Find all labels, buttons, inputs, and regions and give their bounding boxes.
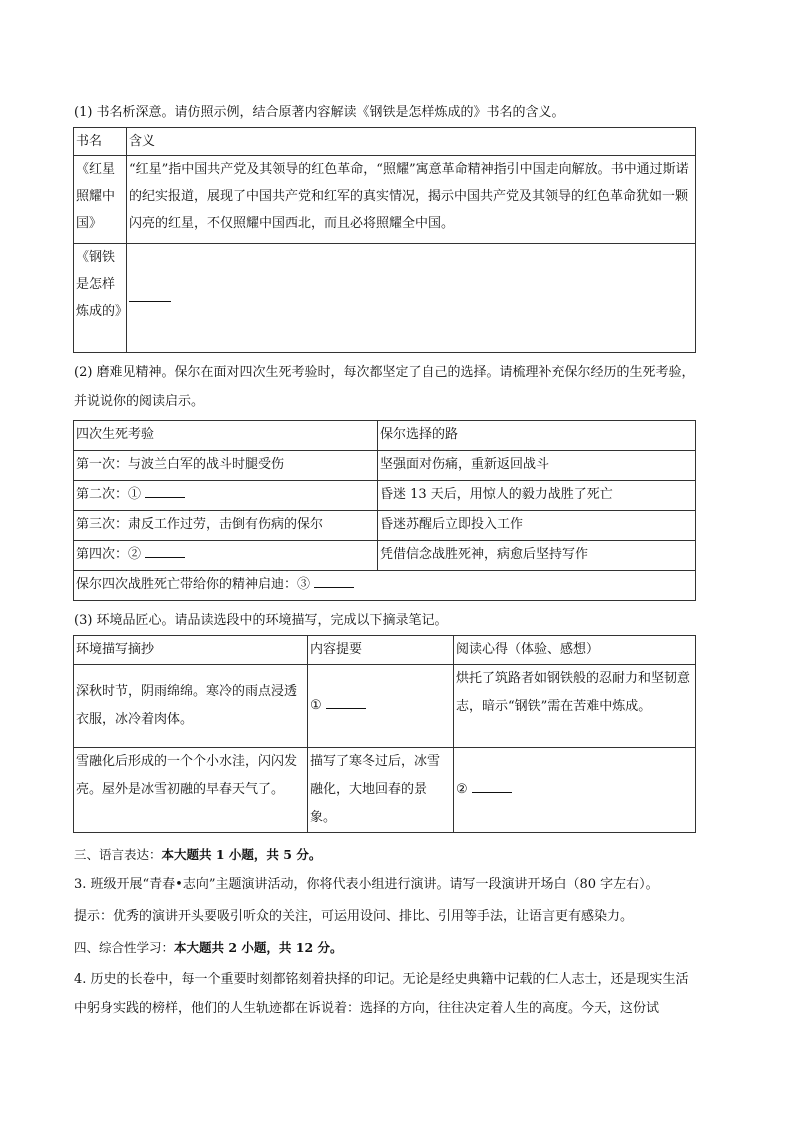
table-header-row [74, 421, 696, 451]
section-heading [74, 846, 696, 864]
reflection-answer-field[interactable] [454, 748, 696, 833]
table-row [74, 481, 696, 511]
summary-cell: 描写了寒冬过后，冰雪融化，大地回春的景象。 [308, 748, 454, 833]
answer-blank-1[interactable] [145, 483, 185, 498]
section-title: 三、语言表达： [74, 847, 162, 862]
answer-blank-2[interactable] [145, 543, 185, 558]
question-3: 3. 班级开展“青春•志向”主题演讲活动，你将代表小组进行演讲。请写一段演讲开场白（80 字左右）。 [74, 877, 659, 892]
meaning-red-star: “红星”指中国共产党及其领导的红色革命，“照耀”寓意革命精神指引中国走向解放。书中通过斯诺的纪实报道，展现了中国共产党和红军的真实情况，揭示中国共产党及其领导的红色革命犹如一颗闪亮的红星，不仅照耀中国西北，而且必将照耀全中国。 [127, 156, 696, 244]
reflection-label: ② [456, 782, 468, 797]
section-detail: 本大题共 1 小题，共 5 分。 [161, 847, 322, 862]
inspiration-label: 保尔四次战胜死亡带给你的精神启迪：③ [76, 577, 311, 592]
reflection-cell: 烘托了筑路者如钢铁般的忍耐力和坚韧意志，暗示“钢铁”需在苦难中炼成。 [454, 665, 696, 748]
test-cell[interactable] [74, 541, 378, 571]
header-choice: 保尔选择的路 [378, 421, 696, 451]
choice-cell: 昏迷 13 天后，用惊人的毅力战胜了死亡 [378, 481, 696, 511]
header-excerpt: 环境描写摘抄 [74, 636, 308, 665]
section-title: 四、综合性学习： [74, 940, 175, 955]
header-summary: 内容提要 [308, 636, 454, 665]
book-name-red-star: 《红星照耀中国》 [74, 156, 127, 244]
header-reflection: 阅读心得（体验、感想） [454, 636, 696, 665]
table-row [74, 156, 696, 244]
choice-cell: 凭借信念战胜死神，病愈后坚持写作 [378, 541, 696, 571]
table-row [74, 665, 696, 748]
header-meaning: 含义 [127, 128, 696, 156]
answer-blank-3[interactable] [314, 573, 354, 588]
test-label: 第四次：② [76, 547, 142, 562]
meaning-steel-answer-field[interactable] [127, 244, 696, 353]
section-detail: 本大题共 2 小题，共 12 分。 [174, 940, 343, 955]
section-heading [74, 939, 696, 957]
life-death-tests-table [73, 420, 696, 601]
table-row [74, 541, 696, 571]
test-cell: 第三次：肃反工作过劳，击倒有伤病的保尔 [74, 511, 378, 541]
table-row [74, 511, 696, 541]
q1-prompt: (1) 书名析深意。请仿照示例，结合原著内容解读《钢铁是怎样炼成的》书名的含义。 [74, 105, 565, 120]
table-row [74, 571, 696, 601]
book-title-table [73, 127, 696, 353]
table-row [74, 748, 696, 833]
test-cell[interactable] [74, 481, 378, 511]
table-header-row [74, 636, 696, 665]
answer-blank-1[interactable] [326, 694, 366, 709]
question-4: 4. 历史的长卷中，每一个重要时刻都铭刻着抉择的印记。无论是经史典籍中记载的仁人志士，还是现实生活中躬身实践的榜样，他们的人生轨迹都在诉说着：选择的方向，往往决定着人生的高度。今天，这份试 [74, 972, 689, 1016]
excerpt-cell: 深秋时节，阴雨绵绵。寒冷的雨点浸透衣服，冰冷着肉体。 [74, 665, 308, 748]
table-row [74, 451, 696, 481]
environment-notes-table [73, 635, 696, 833]
answer-blank-2[interactable] [472, 778, 512, 793]
summary-label: ① [310, 698, 322, 713]
summary-answer-field[interactable] [308, 665, 454, 748]
choice-cell: 昏迷苏醒后立即投入工作 [378, 511, 696, 541]
excerpt-cell: 雪融化后形成的一个个小水洼，闪闪发亮。屋外是冰雪初融的早春天气了。 [74, 748, 308, 833]
header-test: 四次生死考验 [74, 421, 378, 451]
answer-blank[interactable] [129, 287, 171, 302]
test-label: 第二次：① [76, 487, 142, 502]
q3-prompt: (3) 环境品匠心。请品读选段中的环境描写，完成以下摘录笔记。 [74, 613, 448, 628]
table-header-row [74, 128, 696, 156]
test-cell: 第一次：与波兰白军的战斗时腿受伤 [74, 451, 378, 481]
tip-text: 提示：优秀的演讲开头要吸引听众的关注，可运用设问、排比、引用等手法，让语言更有感染力。 [74, 909, 634, 924]
q2-prompt: (2) 磨难见精神。保尔在面对四次生死考验时，每次都坚定了自己的选择。请梳理补充保尔经历的生死考验，并说说你的阅读启示。 [74, 365, 695, 409]
header-book: 书名 [74, 128, 127, 156]
book-name-steel: 《钢铁是怎样炼成的》 [74, 244, 127, 353]
inspiration-cell[interactable] [74, 571, 696, 601]
table-row [74, 244, 696, 353]
choice-cell: 坚强面对伤痛，重新返回战斗 [378, 451, 696, 481]
